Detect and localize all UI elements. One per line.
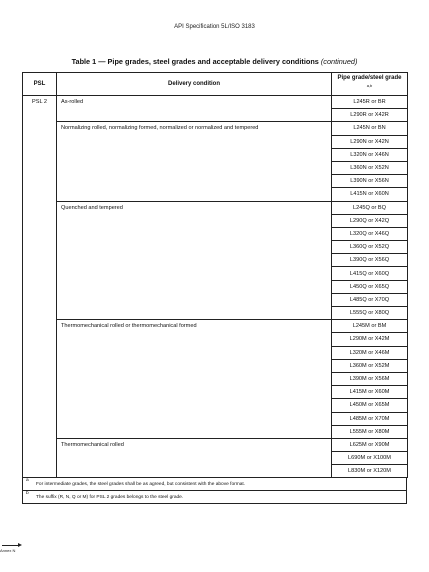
psl-cell: PSL 2 (23, 96, 57, 478)
table-row (23, 201, 408, 214)
annex-margin-note: Annex N (0, 548, 16, 553)
grade-cell: L290R or X42R (332, 109, 408, 122)
grade-cell: L625M or X90M (332, 438, 408, 451)
grade-cell: L245R or BR (332, 96, 408, 109)
grade-cell: L390Q or X56Q (332, 254, 408, 267)
grade-cell: L360N or X52N (332, 161, 408, 174)
grade-cell: L390N or X56N (332, 175, 408, 188)
grades-table (22, 72, 408, 478)
table-header-row (23, 73, 408, 96)
footnotes-table (22, 478, 407, 504)
grade-cell: L555Q or X80Q (332, 307, 408, 320)
delivery-condition-cell: Normalizing rolled, normalizing formed, normalized or normalized and tempered (57, 122, 332, 201)
grade-cell: L245Q or BQ (332, 201, 408, 214)
grade-cell: L485Q or X70Q (332, 293, 408, 306)
header-psl: PSL (23, 73, 57, 96)
table-title-suffix: (continued) (320, 57, 358, 66)
grade-cell: L245M or BM (332, 320, 408, 333)
grade-cell: L485M or X70M (332, 412, 408, 425)
annex-arrowhead (18, 543, 22, 547)
grade-cell: L360M or X52M (332, 359, 408, 372)
table-row (23, 438, 408, 451)
grade-cell: L290Q or X42Q (332, 214, 408, 227)
footnote-row (23, 478, 407, 491)
delivery-condition-cell: Thermomechanical rolled or thermomechanical formed (57, 320, 332, 439)
grade-cell: L830M or X120M (332, 465, 408, 478)
grade-cell: L555M or X80M (332, 425, 408, 438)
grade-cell: L415N or X60N (332, 188, 408, 201)
footnote-key: b (23, 491, 34, 504)
grade-cell: L450M or X65M (332, 399, 408, 412)
header-grade-label: Pipe grade/steel grade (337, 75, 402, 81)
running-header: API Specification 5L/ISO 3183 (174, 24, 255, 30)
footnote-key: a (23, 478, 34, 491)
header-delivery-condition: Delivery condition (57, 73, 332, 96)
footnote-text: For intermediate grades, the steel grades shall be as agreed, but consistent with the above format. (33, 478, 407, 491)
grade-cell: L450Q or X65Q (332, 280, 408, 293)
table-row (23, 320, 408, 333)
table-title-text: Table 1 — Pipe grades, steel grades and acceptable delivery conditions (71, 57, 319, 66)
header-grade-notes: a,b (366, 83, 373, 88)
grade-cell: L690M or X100M (332, 452, 408, 465)
grade-cell: L360Q or X52Q (332, 241, 408, 254)
grade-cell: L415Q or X60Q (332, 267, 408, 280)
grade-cell: L415M or X60M (332, 386, 408, 399)
grade-cell: L290M or X42M (332, 333, 408, 346)
grade-cell: L320N or X46N (332, 148, 408, 161)
header-grade (332, 73, 408, 96)
footnote-row (23, 491, 407, 504)
delivery-condition-cell: Thermomechanical rolled (57, 438, 332, 478)
grade-cell: L245N or BN (332, 122, 408, 135)
table-row (23, 96, 408, 109)
table-title (0, 57, 429, 66)
table-row (23, 122, 408, 135)
grade-cell: L320M or X46M (332, 346, 408, 359)
table-body (23, 96, 408, 478)
grade-cell: L320Q or X46Q (332, 227, 408, 240)
footnote-text: The suffix (R, N, Q or M) for PSL 2 grades belongs to the steel grade. (33, 491, 407, 504)
delivery-condition-cell: As-rolled (57, 96, 332, 122)
grade-cell: L390M or X56M (332, 372, 408, 385)
delivery-condition-cell: Quenched and tempered (57, 201, 332, 320)
grade-cell: L290N or X42N (332, 135, 408, 148)
